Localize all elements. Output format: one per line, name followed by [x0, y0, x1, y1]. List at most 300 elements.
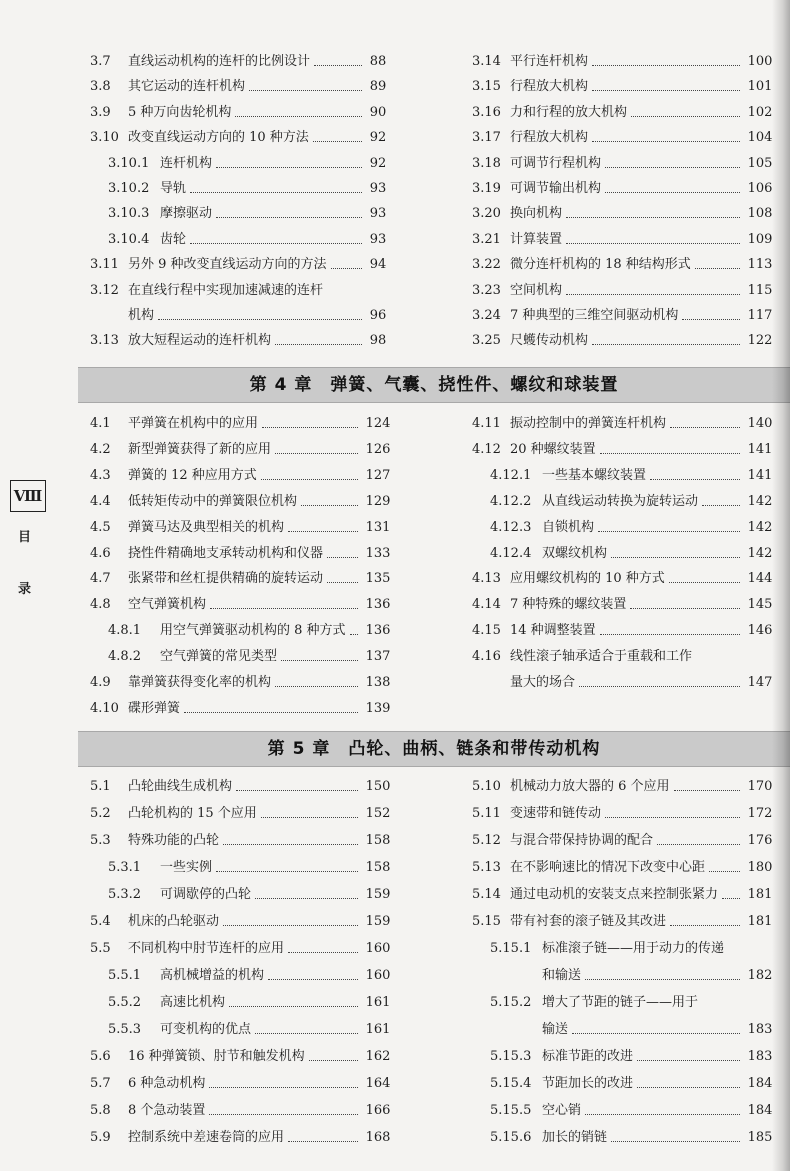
entry-number: 5.14 — [472, 887, 501, 902]
toc-entry[interactable] — [90, 128, 418, 148]
toc-entry[interactable] — [472, 331, 790, 351]
leader-dots — [657, 831, 740, 845]
entry-number: 5.9 — [90, 1130, 111, 1145]
entry-title: 凸轮机构的 15 个应用 — [128, 806, 257, 821]
toc-entry[interactable] — [108, 1020, 418, 1040]
entry-number: 3.13 — [90, 333, 119, 349]
entry-page-number: 166 — [365, 1103, 391, 1118]
entry-title: 微分连杆机构的 18 种结构形式 — [510, 257, 691, 273]
toc-entry[interactable] — [90, 518, 418, 538]
toc-entry[interactable] — [472, 230, 790, 250]
toc-entry[interactable] — [472, 255, 790, 275]
entry-title: 空气弹簧机构 — [128, 597, 207, 613]
entry-title: 和输送 — [542, 968, 582, 983]
entry-number: 4.5 — [90, 519, 111, 535]
entry-page-number: 185 — [747, 1130, 773, 1145]
entry-number: 5.4 — [90, 914, 111, 929]
toc-entry[interactable] — [108, 858, 418, 878]
toc-entry[interactable] — [90, 1047, 418, 1067]
entry-title: 新型弹簧获得了新的应用 — [128, 441, 272, 457]
entry-title: 另外 9 种改变直线运动方向的方法 — [128, 257, 327, 273]
toc-entry[interactable] — [90, 52, 418, 72]
entry-number: 3.22 — [472, 257, 501, 273]
leader-dots — [611, 544, 740, 558]
toc-entry[interactable] — [472, 858, 790, 878]
leader-dots — [637, 1047, 740, 1061]
entry-number: 3.18 — [472, 155, 501, 171]
leader-dots — [281, 647, 358, 661]
entry-number: 5.11 — [472, 806, 501, 821]
entry-title: 节距加长的改进 — [542, 1076, 634, 1091]
toc-entry[interactable] — [472, 77, 790, 97]
toc-entry[interactable] — [108, 154, 418, 174]
entry-number: 5.5.2 — [108, 995, 142, 1010]
toc-entry[interactable] — [472, 673, 790, 693]
toc-entry[interactable] — [108, 993, 418, 1013]
toc-entry[interactable] — [472, 777, 790, 797]
entry-number: 4.13 — [472, 571, 501, 587]
toc-entry[interactable] — [490, 492, 790, 512]
entry-page-number: 142 — [747, 493, 773, 509]
entry-number: 4.11 — [472, 416, 501, 431]
entry-number: 4.8.2 — [108, 649, 142, 665]
toc-entry[interactable] — [108, 204, 418, 224]
entry-page-number: 136 — [365, 597, 391, 613]
leader-dots — [236, 777, 358, 791]
entry-title: 标准节距的改进 — [542, 1049, 634, 1064]
entry-page-number: 152 — [365, 806, 391, 821]
entry-title: 凸轮曲线生成机构 — [128, 779, 233, 794]
leader-dots — [216, 154, 362, 168]
toc-entry[interactable] — [90, 255, 418, 275]
entry-page-number: 159 — [365, 887, 391, 902]
side-label-top: 目 — [18, 530, 32, 545]
toc-entry[interactable] — [90, 1128, 418, 1148]
entry-number: 3.9 — [90, 104, 111, 120]
entry-number: 4.14 — [472, 597, 501, 613]
entry-number: 3.10.4 — [108, 231, 150, 247]
toc-entry[interactable] — [472, 595, 790, 615]
toc-entry[interactable] — [90, 466, 418, 486]
leader-dots — [229, 993, 358, 1007]
entry-page-number: 160 — [365, 968, 391, 983]
leader-dots — [313, 128, 362, 142]
toc-entry[interactable] — [490, 1128, 790, 1148]
leader-dots — [695, 255, 740, 269]
entry-number: 4.12 — [472, 441, 501, 457]
toc-entry[interactable] — [108, 230, 418, 250]
entry-number: 4.9 — [90, 675, 111, 690]
entry-title: 可调节行程机构 — [510, 155, 602, 171]
entry-title: 连杆机构 — [160, 155, 213, 171]
toc-entry[interactable] — [490, 544, 790, 564]
entry-page-number: 104 — [747, 130, 773, 146]
entry-title: 一些基本螺纹装置 — [542, 467, 647, 483]
leader-dots — [268, 966, 358, 980]
entry-number: 4.8.1 — [108, 623, 142, 639]
entry-number: 5.15 — [472, 914, 501, 929]
leader-dots — [209, 1074, 357, 1088]
entry-title: 平行连杆机构 — [510, 54, 589, 69]
entry-number: 3.12 — [90, 282, 119, 298]
entry-page-number: 92 — [369, 130, 387, 146]
entry-page-number: 96 — [369, 308, 387, 323]
leader-dots — [288, 1128, 358, 1142]
entry-page-number: 161 — [365, 1022, 391, 1037]
toc-entry[interactable] — [90, 331, 418, 351]
entry-title: 自锁机构 — [542, 519, 595, 535]
toc-entry[interactable] — [490, 966, 790, 986]
entry-title: 在直线行程中实现加速减速的连杆 — [128, 282, 324, 298]
entry-page-number: 93 — [369, 181, 387, 196]
entry-number: 4.12.3 — [490, 519, 532, 535]
toc-entry[interactable] — [490, 466, 790, 486]
toc-entry[interactable] — [472, 912, 790, 932]
leader-dots — [670, 912, 740, 926]
entry-page-number: 135 — [365, 571, 391, 587]
entry-number: 5.15.6 — [490, 1130, 532, 1145]
entry-page-number: 122 — [747, 333, 773, 349]
entry-title: 与混合带保持协调的配合 — [510, 833, 654, 848]
entry-page-number: 126 — [365, 441, 391, 457]
entry-number: 4.10 — [90, 700, 119, 716]
leader-dots — [630, 595, 739, 609]
chapter-4-title: 第 4 章 弹簧、气囊、挠性件、螺纹和球装置 — [249, 375, 619, 395]
entry-page-number: 113 — [747, 257, 773, 273]
toc-entry[interactable] — [108, 966, 418, 986]
entry-title: 标准滚子链——用于动力的传递 — [542, 941, 725, 956]
toc-entry[interactable] — [472, 154, 790, 174]
toc-entry[interactable] — [472, 128, 790, 148]
entry-page-number: 140 — [747, 416, 773, 431]
leader-dots — [275, 673, 358, 687]
entry-number: 3.17 — [472, 130, 501, 146]
leader-dots — [579, 673, 740, 687]
entry-title: 空心销 — [542, 1103, 582, 1118]
leader-dots — [158, 306, 362, 320]
entry-number: 5.15.5 — [490, 1103, 532, 1118]
leader-dots — [301, 492, 358, 506]
toc-entry[interactable] — [490, 993, 790, 1013]
entry-title: 空间机构 — [510, 282, 563, 298]
leader-dots — [331, 255, 362, 269]
entry-page-number: 164 — [365, 1076, 391, 1091]
toc-entry[interactable] — [108, 885, 418, 905]
entry-number: 3.15 — [472, 79, 501, 95]
entry-page-number: 162 — [365, 1049, 391, 1064]
entry-number: 5.10 — [472, 779, 501, 794]
toc-entry[interactable] — [90, 544, 418, 564]
leader-dots — [702, 492, 740, 506]
leader-dots — [682, 306, 739, 320]
entry-number: 5.5 — [90, 941, 111, 956]
leader-dots — [605, 179, 740, 193]
leader-dots — [350, 621, 358, 635]
leader-dots — [585, 1101, 740, 1115]
entry-title: 输送 — [542, 1022, 569, 1037]
entry-number: 5.7 — [90, 1076, 111, 1091]
entry-title: 7 种特殊的螺纹装置 — [510, 597, 627, 613]
toc-entry[interactable] — [472, 52, 790, 72]
entry-number: 5.5.1 — [108, 968, 142, 983]
toc-entry[interactable] — [472, 414, 790, 434]
toc-entry[interactable] — [90, 939, 418, 959]
entry-number: 4.4 — [90, 493, 111, 509]
entry-number: 3.20 — [472, 206, 501, 222]
entry-title: 摩擦驱动 — [160, 206, 213, 222]
leader-dots — [235, 103, 361, 117]
leader-dots — [249, 77, 362, 91]
leader-dots — [598, 518, 740, 532]
entry-title: 机构 — [128, 308, 155, 323]
entry-title: 控制系统中差速卷筒的应用 — [128, 1130, 285, 1145]
toc-entry[interactable] — [490, 518, 790, 538]
leader-dots — [592, 331, 740, 345]
entry-title: 放大短程运动的连杆机构 — [128, 333, 272, 349]
entry-number: 3.19 — [472, 181, 501, 196]
entry-page-number: 181 — [747, 914, 773, 929]
leader-dots — [309, 1047, 358, 1061]
leader-dots — [585, 966, 740, 980]
toc-entry[interactable] — [472, 440, 790, 460]
entry-number: 5.2 — [90, 806, 111, 821]
entry-title: 不同机构中肘节连杆的应用 — [128, 941, 285, 956]
entry-page-number: 146 — [747, 623, 773, 639]
entry-page-number: 172 — [747, 806, 773, 821]
leader-dots — [611, 1128, 740, 1142]
entry-title: 加长的销链 — [542, 1130, 608, 1145]
toc-entry[interactable] — [90, 492, 418, 512]
entry-title: 机床的凸轮驱动 — [128, 914, 220, 929]
leader-dots — [670, 414, 740, 428]
toc-entry[interactable] — [90, 777, 418, 797]
chapter-4-banner — [78, 367, 790, 403]
entry-page-number: 108 — [747, 206, 773, 222]
entry-title: 一些实例 — [160, 860, 213, 875]
toc-entry[interactable] — [472, 647, 790, 667]
entry-number: 3.24 — [472, 308, 501, 323]
entry-number: 3.14 — [472, 54, 501, 69]
toc-entry[interactable] — [90, 673, 418, 693]
leader-dots — [637, 1074, 740, 1088]
entry-title: 从直线运动转换为旋转运动 — [542, 493, 699, 509]
toc-entry[interactable] — [472, 281, 790, 301]
entry-number: 3.11 — [90, 257, 119, 273]
toc-entry[interactable] — [90, 595, 418, 615]
leader-dots — [572, 1020, 740, 1034]
toc-entry[interactable] — [90, 281, 418, 301]
toc-entry[interactable] — [472, 569, 790, 589]
entry-title: 可调歇停的凸轮 — [160, 887, 252, 902]
entry-page-number: 158 — [365, 860, 391, 875]
entry-number: 5.6 — [90, 1049, 111, 1064]
leader-dots — [275, 331, 362, 345]
toc-entry[interactable] — [90, 699, 418, 719]
leader-dots — [261, 466, 358, 480]
leader-dots — [566, 230, 740, 244]
side-label-bottom: 录 — [18, 582, 32, 597]
entry-title: 线性滚子轴承适合于重载和工作 — [510, 649, 693, 665]
toc-entry[interactable] — [472, 831, 790, 851]
entry-page-number: 88 — [369, 54, 387, 69]
entry-number: 4.8 — [90, 597, 111, 613]
leader-dots — [216, 204, 362, 218]
entry-title: 6 种急动机构 — [128, 1076, 206, 1091]
entry-title: 应用螺纹机构的 10 种方式 — [510, 571, 665, 587]
entry-page-number: 183 — [747, 1049, 773, 1064]
leader-dots — [327, 544, 358, 558]
entry-title: 14 种调整装置 — [510, 623, 596, 639]
entry-page-number: 105 — [747, 155, 773, 171]
toc-entry[interactable] — [472, 204, 790, 224]
entry-title: 力和行程的放大机构 — [510, 104, 628, 120]
toc-entry[interactable] — [90, 569, 418, 589]
toc-entry[interactable] — [90, 1074, 418, 1094]
entry-page-number: 181 — [747, 887, 773, 902]
leader-dots — [327, 569, 358, 583]
entry-page-number: 101 — [747, 79, 773, 95]
entry-number: 5.12 — [472, 833, 501, 848]
leader-dots — [600, 440, 740, 454]
leader-dots — [605, 154, 740, 168]
toc-entry[interactable] — [490, 1020, 790, 1040]
entry-number: 4.6 — [90, 545, 111, 561]
entry-title: 空气弹簧的常见类型 — [160, 649, 278, 665]
page-binding-shadow — [772, 0, 790, 1171]
entry-title: 机械动力放大器的 6 个应用 — [510, 779, 670, 794]
toc-entry[interactable] — [90, 306, 418, 326]
entry-page-number: 161 — [365, 995, 391, 1010]
leader-dots — [223, 831, 358, 845]
entry-number: 5.15.1 — [490, 941, 532, 956]
entry-page-number: 141 — [747, 467, 773, 483]
chapter-5-banner — [78, 731, 790, 767]
entry-page-number: 184 — [747, 1103, 773, 1118]
entry-number: 4.7 — [90, 571, 111, 587]
toc-entry[interactable] — [472, 885, 790, 905]
entry-title: 在不影响速比的情况下改变中心距 — [510, 860, 706, 875]
entry-title: 8 个急动装置 — [128, 1103, 206, 1118]
entry-title: 计算装置 — [510, 231, 563, 247]
leader-dots — [209, 1101, 357, 1115]
leader-dots — [288, 518, 358, 532]
toc-entry[interactable] — [90, 103, 418, 123]
entry-page-number: 89 — [369, 79, 387, 95]
toc-entry[interactable] — [490, 939, 790, 959]
leader-dots — [314, 52, 362, 66]
leader-dots — [261, 804, 358, 818]
leader-dots — [674, 777, 740, 791]
leader-dots — [184, 699, 358, 713]
leader-dots — [631, 103, 740, 117]
leader-dots — [600, 621, 740, 635]
leader-dots — [566, 281, 740, 295]
toc-entry[interactable] — [90, 414, 418, 434]
toc-entry[interactable] — [108, 621, 418, 641]
entry-number: 5.15.4 — [490, 1076, 532, 1091]
entry-page-number: 124 — [365, 416, 391, 431]
entry-number: 3.10 — [90, 130, 119, 146]
page-number-roman: Ⅷ — [10, 480, 46, 512]
leader-dots — [650, 466, 740, 480]
entry-page-number: 160 — [365, 941, 391, 956]
entry-page-number: 159 — [365, 914, 391, 929]
entry-title: 高机械增益的机构 — [160, 968, 265, 983]
entry-number: 5.8 — [90, 1103, 111, 1118]
entry-page-number: 100 — [747, 54, 773, 69]
entry-title: 换向机构 — [510, 206, 563, 222]
entry-title: 高速比机构 — [160, 995, 226, 1010]
entry-page-number: 102 — [747, 104, 773, 120]
entry-title: 平弹簧在机构中的应用 — [128, 416, 259, 431]
entry-title: 行程放大机构 — [510, 130, 589, 146]
entry-number: 4.15 — [472, 623, 501, 639]
leader-dots — [669, 569, 740, 583]
entry-title: 双螺纹机构 — [542, 545, 608, 561]
toc-entry[interactable] — [490, 1074, 790, 1094]
entry-title: 带有衬套的滚子链及其改进 — [510, 914, 667, 929]
toc-entry[interactable] — [108, 179, 418, 199]
leader-dots — [210, 595, 358, 609]
entry-page-number: 144 — [747, 571, 773, 587]
toc-entry[interactable] — [472, 103, 790, 123]
toc-entry[interactable] — [90, 831, 418, 851]
entry-title: 直线运动机构的连杆的比例设计 — [128, 54, 311, 69]
toc-entry[interactable] — [472, 621, 790, 641]
leader-dots — [262, 414, 358, 428]
entry-page-number: 106 — [747, 181, 773, 196]
entry-title: 7 种典型的三维空间驱动机构 — [510, 308, 679, 323]
entry-title: 增大了节距的链子——用于 — [542, 995, 699, 1010]
toc-entry[interactable] — [472, 804, 790, 824]
entry-number: 5.1 — [90, 779, 111, 794]
entry-page-number: 136 — [365, 623, 391, 639]
entry-title: 量大的场合 — [510, 675, 576, 690]
toc-entry[interactable] — [90, 912, 418, 932]
entry-title: 特殊功能的凸轮 — [128, 833, 220, 848]
entry-page-number: 176 — [747, 833, 773, 848]
toc-entry[interactable] — [90, 1101, 418, 1121]
leader-dots — [605, 804, 740, 818]
leader-dots — [592, 128, 740, 142]
entry-title: 碟形弹簧 — [128, 700, 181, 716]
toc-entry[interactable] — [108, 647, 418, 667]
toc-entry[interactable] — [90, 804, 418, 824]
entry-title: 5 种万向齿轮机构 — [128, 104, 232, 120]
entry-page-number: 133 — [365, 545, 391, 561]
entry-number: 4.16 — [472, 649, 501, 665]
leader-dots — [223, 912, 358, 926]
entry-page-number: 131 — [365, 519, 391, 535]
entry-page-number: 170 — [747, 779, 773, 794]
entry-title: 挠性件精确地支承转动机构和仪器 — [128, 545, 324, 561]
entry-number: 5.13 — [472, 860, 501, 875]
entry-number: 5.15.2 — [490, 995, 532, 1010]
leader-dots — [722, 885, 740, 899]
toc-entry[interactable] — [90, 77, 418, 97]
entry-number: 3.8 — [90, 79, 111, 95]
entry-title: 尺蠖传动机构 — [510, 333, 589, 349]
leader-dots — [255, 1020, 358, 1034]
entry-title: 20 种螺纹装置 — [510, 441, 596, 457]
toc-entry[interactable] — [472, 179, 790, 199]
entry-page-number: 137 — [365, 649, 391, 665]
toc-entry[interactable] — [90, 440, 418, 460]
toc-entry[interactable] — [490, 1101, 790, 1121]
toc-entry[interactable] — [490, 1047, 790, 1067]
entry-page-number: 93 — [369, 231, 387, 247]
toc-entry[interactable] — [472, 306, 790, 326]
